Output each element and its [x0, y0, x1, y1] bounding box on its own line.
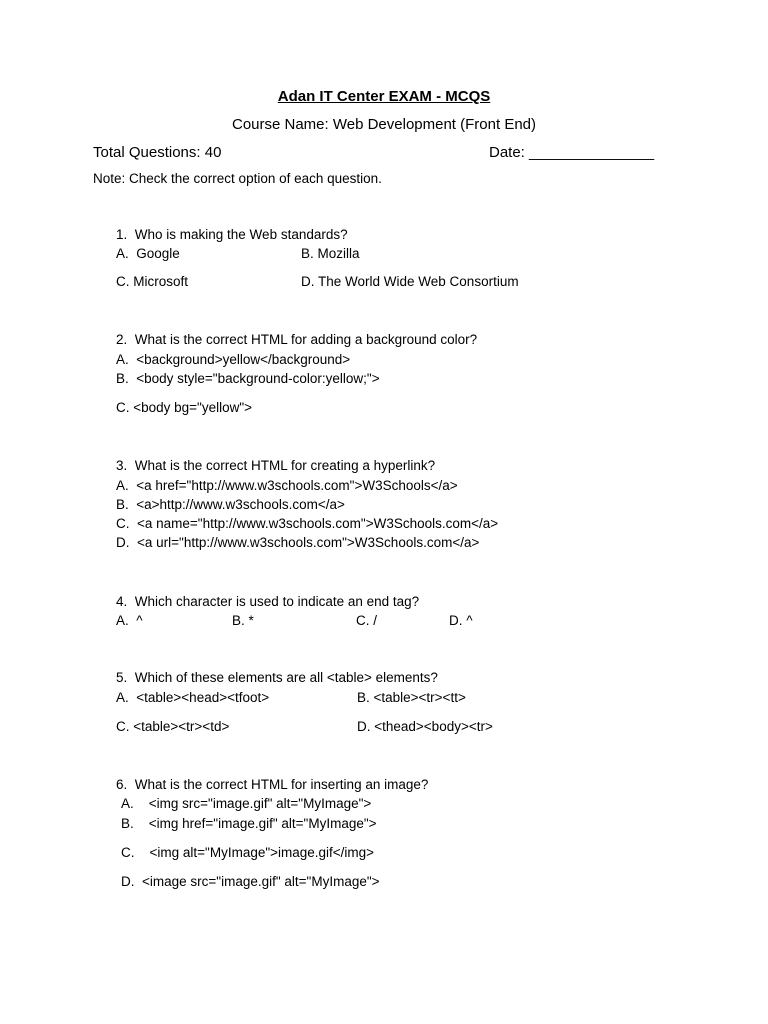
question-3: 3. What is the correct HTML for creating a hyperlink? [116, 458, 436, 473]
question-1-option-a: A. Google [116, 246, 180, 261]
question-1-option-c: C. Microsoft [116, 274, 189, 289]
question-3-option-a: A. <a href="http://www.w3schools.com">W3Schools</a> [116, 478, 458, 493]
course-name: Course Name: Web Development (Front End) [231, 116, 536, 133]
exam-note: Note: Check the correct option of each question. [93, 171, 382, 186]
date-field: Date: _______________ [489, 144, 655, 161]
exam-title: Adan IT Center EXAM - MCQS [277, 88, 491, 105]
question-1-option-b: B. Mozilla [301, 246, 360, 261]
question-6-option-b: B. <img href="image.gif" alt="MyImage"> [121, 816, 377, 831]
question-3-option-c: C. <a name="http://www.w3schools.com">W3Schools.com</a> [116, 516, 499, 531]
question-6: 6. What is the correct HTML for inserting an image? [116, 777, 429, 792]
question-4: 4. Which character is used to indicate an end tag? [116, 594, 420, 609]
total-questions: Total Questions: 40 [93, 144, 222, 161]
question-5-option-d: D. <thead><body><tr> [357, 719, 493, 734]
question-6-option-d: D. <image src="image.gif" alt="MyImage"> [121, 874, 380, 889]
question-2-option-c: C. <body bg="yellow"> [116, 400, 253, 415]
question-1: 1. Who is making the Web standards? [116, 227, 348, 242]
question-4-option-c: C. / [356, 613, 378, 628]
question-3-option-b: B. <a>http://www.w3schools.com</a> [116, 497, 345, 512]
question-2-option-a: A. <background>yellow</background> [116, 352, 351, 367]
question-5-option-b: B. <table><tr><tt> [357, 690, 466, 705]
question-4-option-b: B. * [232, 613, 254, 628]
question-2: 2. What is the correct HTML for adding a background color? [116, 332, 478, 347]
question-2-option-b: B. <body style="background-color:yellow;"> [116, 371, 380, 386]
question-5: 5. Which of these elements are all <table> elements? [116, 670, 438, 685]
question-1-option-d: D. The World Wide Web Consortium [301, 274, 519, 289]
question-6-option-c: C. <img alt="MyImage">image.gif</img> [121, 845, 375, 860]
question-4-option-a: A. ^ [116, 613, 143, 628]
question-5-option-c: C. <table><tr><td> [116, 719, 230, 734]
question-6-option-a: A. <img src="image.gif" alt="MyImage"> [121, 796, 372, 811]
question-5-option-a: A. <table><head><tfoot> [116, 690, 270, 705]
question-4-option-d: D. ^ [449, 613, 473, 628]
question-3-option-d: D. <a url="http://www.w3schools.com">W3Schools.com</a> [116, 535, 480, 550]
